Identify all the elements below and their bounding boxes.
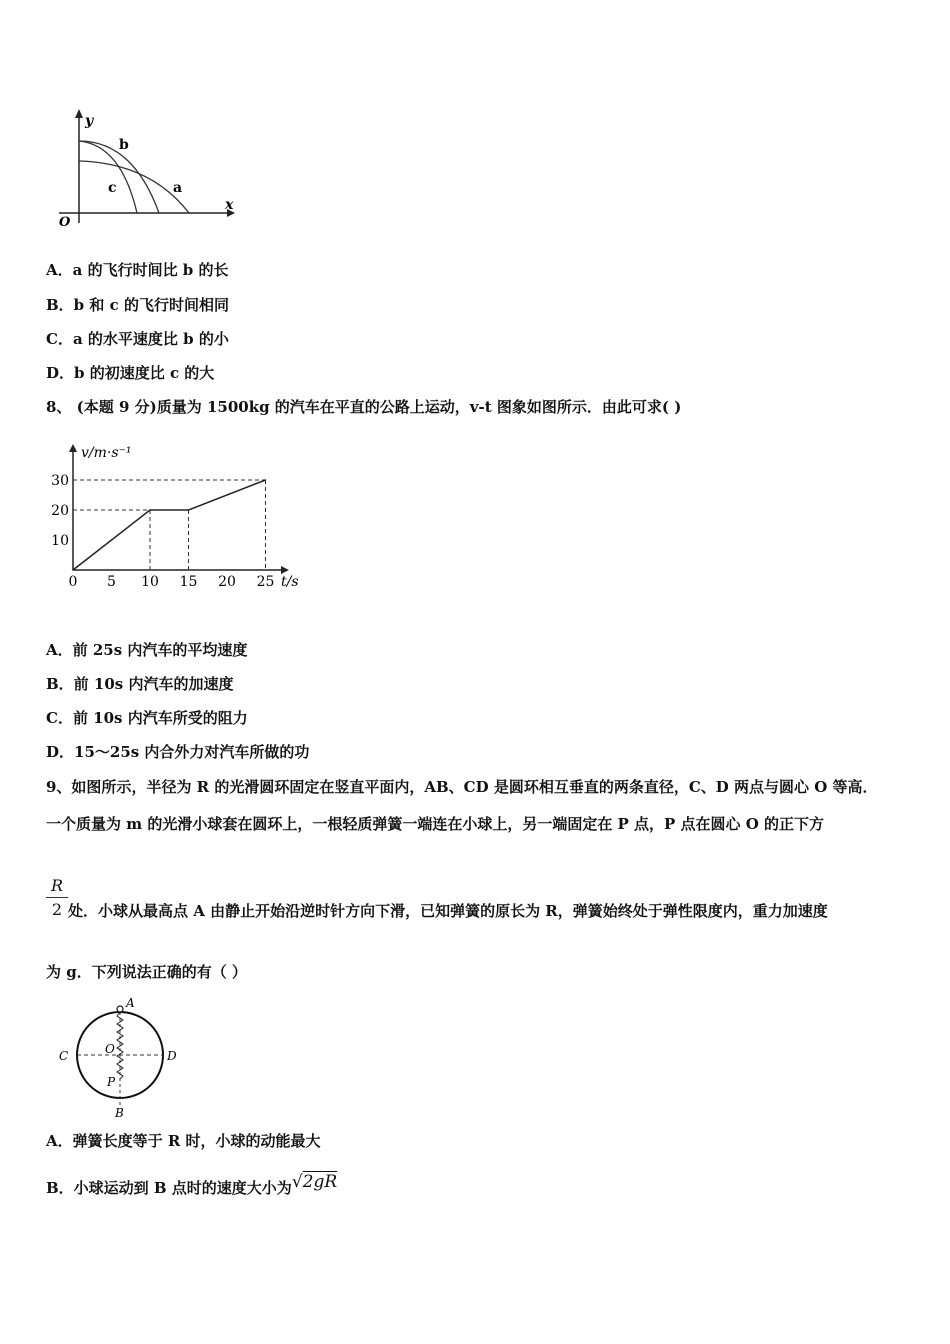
ball	[117, 1006, 123, 1012]
x-tick-20: 20	[218, 574, 236, 590]
q9-line2: 一个质量为 m 的光滑小球套在圆环上，一根轻质弹簧一端连在小球上，另一端固定在 P 点，P 点在圆心 O 的正下方	[46, 815, 825, 833]
chart-y-arrow	[69, 444, 77, 452]
x-tick-10: 10	[141, 574, 159, 590]
label-o: O	[105, 1042, 115, 1056]
label-b: B	[115, 1106, 124, 1120]
q9-line4: 为 g．下列说法正确的有（ ）	[46, 963, 247, 981]
q7-option-c: C．a 的水平速度比 b 的小	[46, 330, 229, 348]
fraction-r-over-2	[46, 876, 68, 919]
y-tick-20: 20	[51, 503, 69, 519]
q7-option-a: A．a 的飞行时间比 b 的长	[46, 261, 229, 279]
x-axis-label: x	[225, 197, 234, 213]
y-tick-30: 30	[51, 473, 69, 489]
chart-x-label: t/s	[281, 574, 299, 590]
label-p: P	[107, 1075, 116, 1089]
chart-y-label: v/m·s⁻¹	[81, 445, 132, 461]
curve-c-label: c	[108, 180, 117, 196]
data-point-1	[149, 509, 151, 511]
label-c: C	[59, 1049, 69, 1063]
curve-b-label: b	[119, 137, 129, 153]
sqrt-radicand: 2gR	[302, 1172, 338, 1192]
sqrt-expression: √2gR	[291, 1172, 338, 1192]
q9-option-b-text: B．小球运动到 B 点时的速度大小为	[46, 1179, 292, 1197]
fraction-denominator: 2	[51, 900, 63, 919]
y-axis-arrow	[75, 109, 83, 118]
chart-x-arrow	[281, 566, 289, 574]
q8-option-d: D．15～25s 内合外力对汽车所做的功	[46, 743, 310, 761]
fraction-bar	[46, 897, 68, 898]
q7-option-d: D．b 的初速度比 c 的大	[46, 364, 215, 382]
velocity-line	[73, 480, 266, 570]
origin-label: O	[59, 215, 71, 230]
fraction-numerator: R	[50, 876, 64, 895]
q8-option-c: C．前 10s 内汽车所受的阻力	[46, 709, 248, 727]
data-point-2	[188, 509, 190, 511]
label-a: A	[126, 996, 135, 1010]
circle-spring-figure	[55, 995, 190, 1120]
curve-a-label: a	[173, 180, 183, 196]
x-tick-25: 25	[256, 574, 275, 590]
y-axis-label: y	[85, 113, 94, 129]
q7-option-b: B．b 和 c 的飞行时间相同	[46, 296, 229, 314]
q9-option-a: A．弹簧长度等于 R 时，小球的动能最大	[46, 1132, 321, 1150]
data-point-0	[72, 569, 74, 571]
q8-option-b: B．前 10s 内汽车的加速度	[46, 675, 234, 693]
q9-line3: 处．小球从最高点 A 由静止开始沿逆时针方向下滑，已知弹簧的原长为 R，弹簧始终处于弹性限度内，重力加速度	[68, 902, 828, 920]
x-tick-0: 0	[68, 574, 78, 590]
x-tick-15: 15	[179, 574, 198, 590]
x-tick-5: 5	[107, 574, 116, 590]
vt-chart	[45, 438, 310, 596]
trajectory-figure	[55, 105, 245, 230]
q9-option-b	[46, 1172, 338, 1198]
data-point-3	[265, 479, 267, 481]
label-d: D	[167, 1049, 177, 1063]
q8-stem: 8、 (本题 9 分)质量为 1500kg 的汽车在平直的公路上运动，v-t 图象如图所示．由此可求( )	[46, 398, 682, 416]
q9-line1: 9、如图所示，半径为 R 的光滑圆环固定在竖直平面内，AB、CD 是圆环相互垂直的两条直径，C、D 两点与圆心 O 等高．	[46, 778, 878, 796]
y-tick-10: 10	[51, 533, 69, 549]
q8-option-a: A．前 25s 内汽车的平均速度	[46, 641, 248, 659]
